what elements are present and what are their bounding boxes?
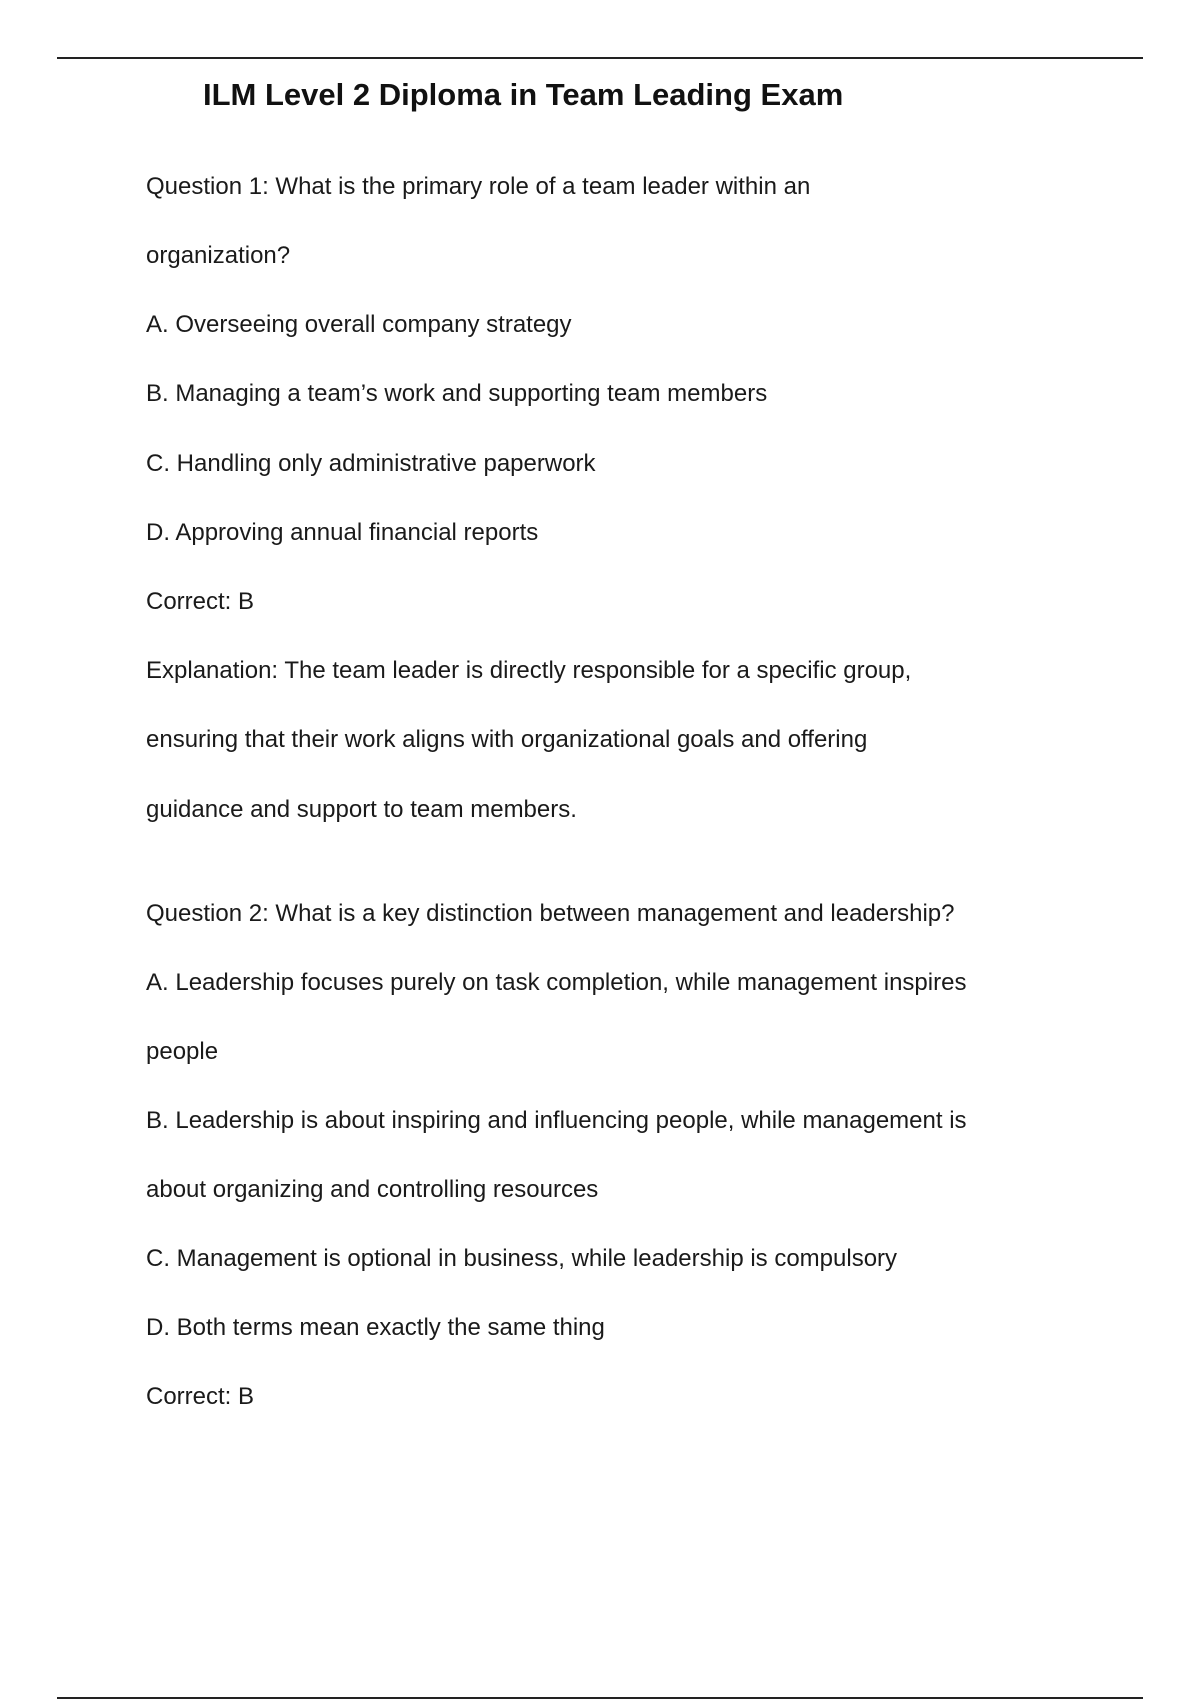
top-divider <box>57 57 1143 59</box>
question-2-text-line-1: Question 2: What is a key distinction between management and leadership? <box>146 900 955 927</box>
question-1-option-b: B. Managing a team’s work and supporting team members <box>146 380 768 407</box>
question-2-option-d: D. Both terms mean exactly the same thing <box>146 1314 605 1341</box>
question-2-option-a-line-1: A. Leadership focuses purely on task completion, while management inspires <box>146 969 967 996</box>
question-1-option-a: A. Overseeing overall company strategy <box>146 311 572 338</box>
question-2-option-a-line-2: people <box>146 1038 219 1065</box>
question-1-option-d: D. Approving annual financial reports <box>146 519 539 546</box>
question-2-option-b-line-1: B. Leadership is about inspiring and influencing people, while management is <box>146 1107 967 1134</box>
question-2-option-c: C. Management is optional in business, while leadership is compulsory <box>146 1245 898 1272</box>
question-2-correct-answer: Correct: B <box>146 1383 255 1410</box>
question-1-explanation-line-3: guidance and support to team members. <box>146 796 577 823</box>
question-1-explanation-line-2: ensuring that their work aligns with organizational goals and offering <box>146 726 868 753</box>
question-1-text-line-2: organization? <box>146 242 291 269</box>
question-1-option-c: C. Handling only administrative paperwork <box>146 450 596 477</box>
document-title: ILM Level 2 Diploma in Team Leading Exam <box>203 77 844 112</box>
question-1-text-line-1: Question 1: What is the primary role of a team leader within an <box>146 173 811 200</box>
question-1-correct-answer: Correct: B <box>146 588 255 615</box>
question-2-option-b-line-2: about organizing and controlling resources <box>146 1176 599 1203</box>
bottom-divider <box>57 1697 1143 1699</box>
question-1-explanation-line-1: Explanation: The team leader is directly responsible for a specific group, <box>146 657 912 684</box>
